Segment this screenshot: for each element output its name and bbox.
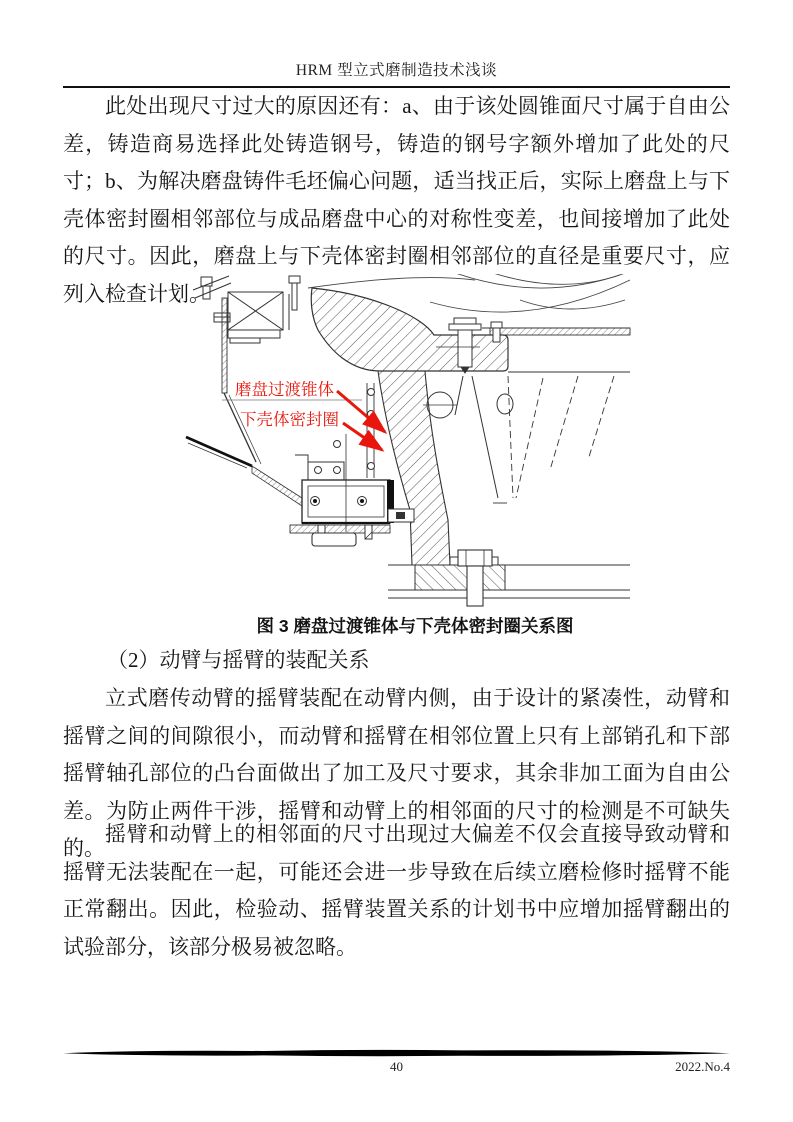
- paragraph-3: 摇臂和动臂上的相邻面的尺寸出现过大偏差不仅会直接导致动臂和摇臂无法装配在一起，可能还会进一步导致在后续立磨检修时摇臂不能正常翻出。因此，检验动、摇臂装置关系的计划书中应增加摇臂翻出的试验部分，该部分极易被忽略。: [63, 822, 730, 959]
- issue-number: 2022.No.4: [675, 1059, 730, 1074]
- figure-3: [185, 274, 632, 614]
- header-title: HRM 型立式磨制造技术浅谈: [295, 62, 498, 79]
- paragraph-2: 立式磨传动臂的摇臂装配在动臂内侧，由于设计的紧凑性，动臂和摇臂之间的间隙很小，而动臂和摇臂在相邻位置上只有上部销孔和下部摇臂轴孔部位的凸台面做出了加工及尺寸要求，其余非加工面为自由公差。为防止两件干涉，摇臂和动臂上的相邻面的尺寸的检测是不可缺失的。: [63, 686, 730, 860]
- page-number: 40: [390, 1059, 403, 1074]
- section-heading: （2）动臂与摇臂的装配关系: [107, 648, 370, 672]
- stud-bolt-line: [367, 383, 375, 478]
- footer-rule: [63, 1049, 730, 1057]
- funnel-outer-edge: [186, 437, 252, 466]
- annotation-label-transition-cone: 磨盘过渡锥体: [235, 381, 334, 399]
- figure-annotations: [235, 380, 385, 450]
- left-shell-wall: [222, 298, 227, 393]
- paragraph-1: 此处出现尺寸过大的原因还有：a、由于该处圆锥面尺寸属于自由公差，铸造商易选择此处铸造钢号，铸造的钢号字额外增加了此处的尺寸；b、为解决磨盘铸件毛坯偏心问题，适当找正后，实际上磨盘上与下壳体密封圈相邻部位与成品磨盘中心的对称性变差，也间接增加了此处的尺寸。因此，磨盘上与下壳体密封圈相邻部位的直径是重要尺寸，应列入检查计划。: [63, 94, 730, 306]
- figure-3-drawing: [185, 274, 632, 614]
- transition-cone-section: [378, 371, 450, 565]
- figure-caption: 图 3 磨盘过渡锥体与下壳体密封圈关系图: [256, 616, 574, 636]
- annotation-arrow-icon: [337, 391, 385, 432]
- annotation-label-seal-ring: 下壳体密封圈: [240, 411, 339, 429]
- pedestal-section: [423, 372, 630, 503]
- top-plate-strip: [490, 328, 630, 335]
- chute-section: [193, 276, 300, 343]
- annotation-arrow-icon: [343, 423, 382, 450]
